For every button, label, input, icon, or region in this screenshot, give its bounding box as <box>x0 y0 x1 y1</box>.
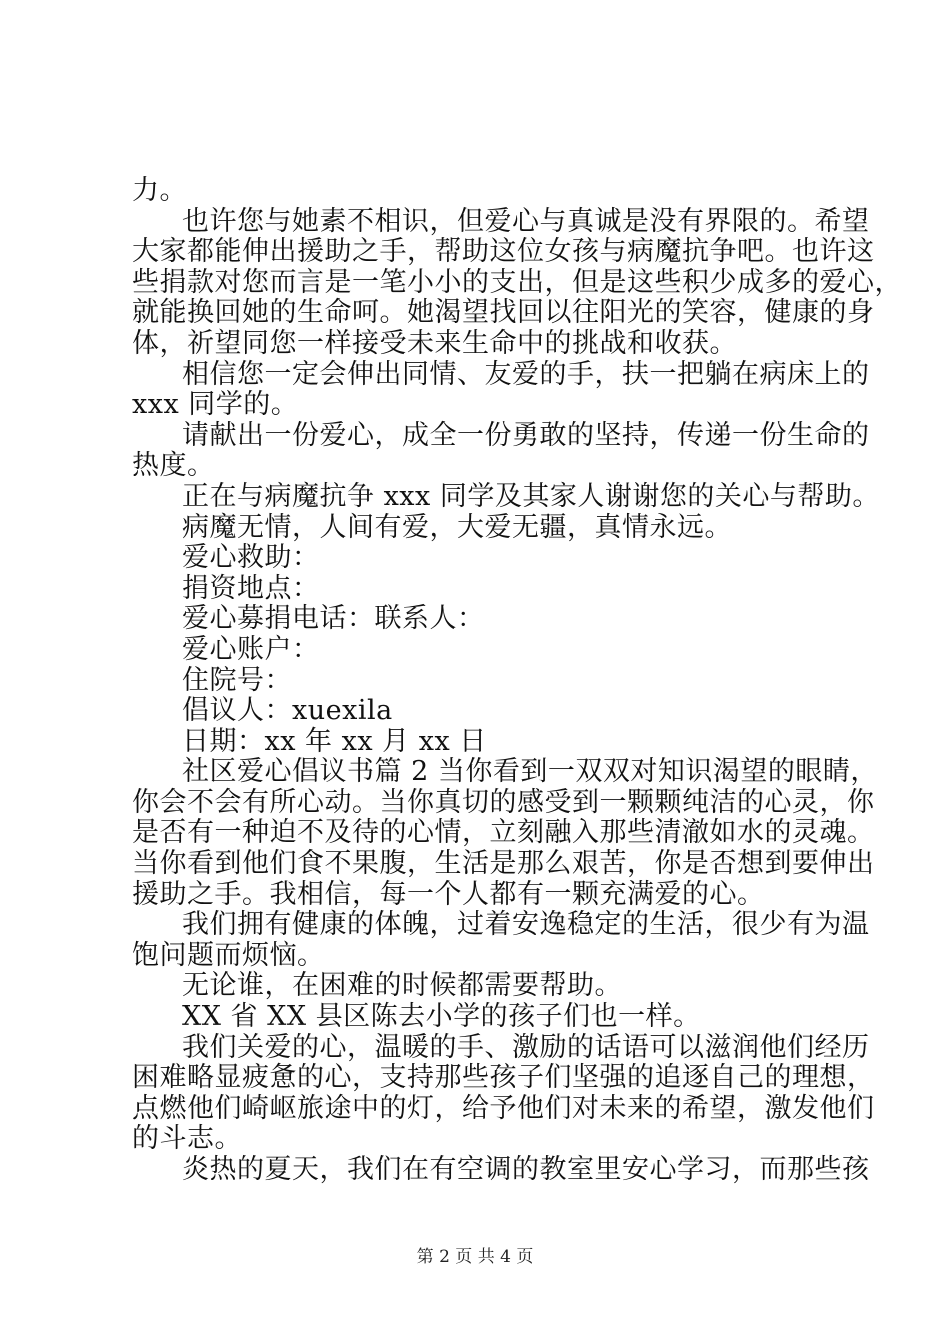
text-line: 点燃他们崎岖旅途中的灯，给予他们对未来的希望，激发他们 <box>132 1092 875 1124</box>
text-line: xxx 同学的。 <box>132 389 299 421</box>
page-footer: 第 2 页 共 4 页 <box>416 1247 534 1267</box>
text-line: 社区爱心倡议书篇 2 当你看到一双双对知识渴望的眼睛， <box>182 756 878 788</box>
text-line: 援助之手。我相信，每一个人都有一颗充满爱的心。 <box>132 878 765 910</box>
text-line: 我们拥有健康的体魄，过着安逸稳定的生活，很少有为温 <box>182 909 870 941</box>
text-line: 就能换回她的生命呵。她渴望找回以往阳光的笑容，健康的身 <box>132 297 875 329</box>
text-line: 住院号： <box>182 664 292 696</box>
text-line: 正在与病魔抗争 xxx 同学及其家人谢谢您的关心与帮助。 <box>182 480 880 512</box>
text-line: 也许您与她素不相识，但爱心与真诚是没有界限的。希望 <box>182 205 870 237</box>
text-line: 倡议人：xuexila <box>182 695 393 727</box>
text-line: 相信您一定会伸出同情、友爱的手，扶一把躺在病床上的 <box>182 358 870 390</box>
text-line: 爱心账户： <box>182 633 320 665</box>
text-line: 日期：xx 年 xx 月 xx 日 <box>182 725 487 757</box>
text-line: 爱心救助： <box>182 542 320 574</box>
text-line: 我们关爱的心，温暖的手、激励的话语可以滋润他们经历 <box>182 1031 870 1063</box>
text-line: 困难略显疲惫的心，支持那些孩子们坚强的追逐自己的理想， <box>132 1062 875 1094</box>
text-line: 热度。 <box>132 450 215 482</box>
text-line: XX 省 XX 县区陈去小学的孩子们也一样。 <box>182 1001 701 1033</box>
document-body <box>132 175 902 1186</box>
text-line: 大家都能伸出援助之手，帮助这位女孩与病魔抗争吧。也许这 <box>132 236 875 268</box>
text-line: 体，祈望同您一样接受未来生命中的挑战和收获。 <box>132 327 737 359</box>
text-line: 炎热的夏天，我们在有空调的教室里安心学习，而那些孩 <box>182 1154 870 1185</box>
text-line: 饱问题而烦恼。 <box>132 939 325 971</box>
text-line: 是否有一种迫不及待的心情，立刻融入那些清澈如水的灵魂。 <box>132 817 875 849</box>
text-line: 力。 <box>132 175 187 206</box>
text-line: 病魔无情，人间有爱，大爱无疆，真情永远。 <box>182 511 732 543</box>
text-line: 当你看到他们食不果腹，生活是那么艰苦，你是否想到要伸出 <box>132 848 875 880</box>
text-line: 捐资地点： <box>182 572 320 604</box>
text-line: 爱心募捐电话：联系人： <box>182 603 485 635</box>
text-line: 请献出一份爱心，成全一份勇敢的坚持，传递一份生命的 <box>182 419 870 451</box>
text-line: 无论谁，在困难的时候都需要帮助。 <box>182 970 622 1002</box>
text-line: 的斗志。 <box>132 1123 242 1155</box>
text-line: 些捐款对您而言是一笔小小的支出，但是这些积少成多的爱心， <box>132 266 902 298</box>
text-line: 你会不会有所心动。当你真切的感受到一颗颗纯洁的心灵，你 <box>132 786 875 818</box>
